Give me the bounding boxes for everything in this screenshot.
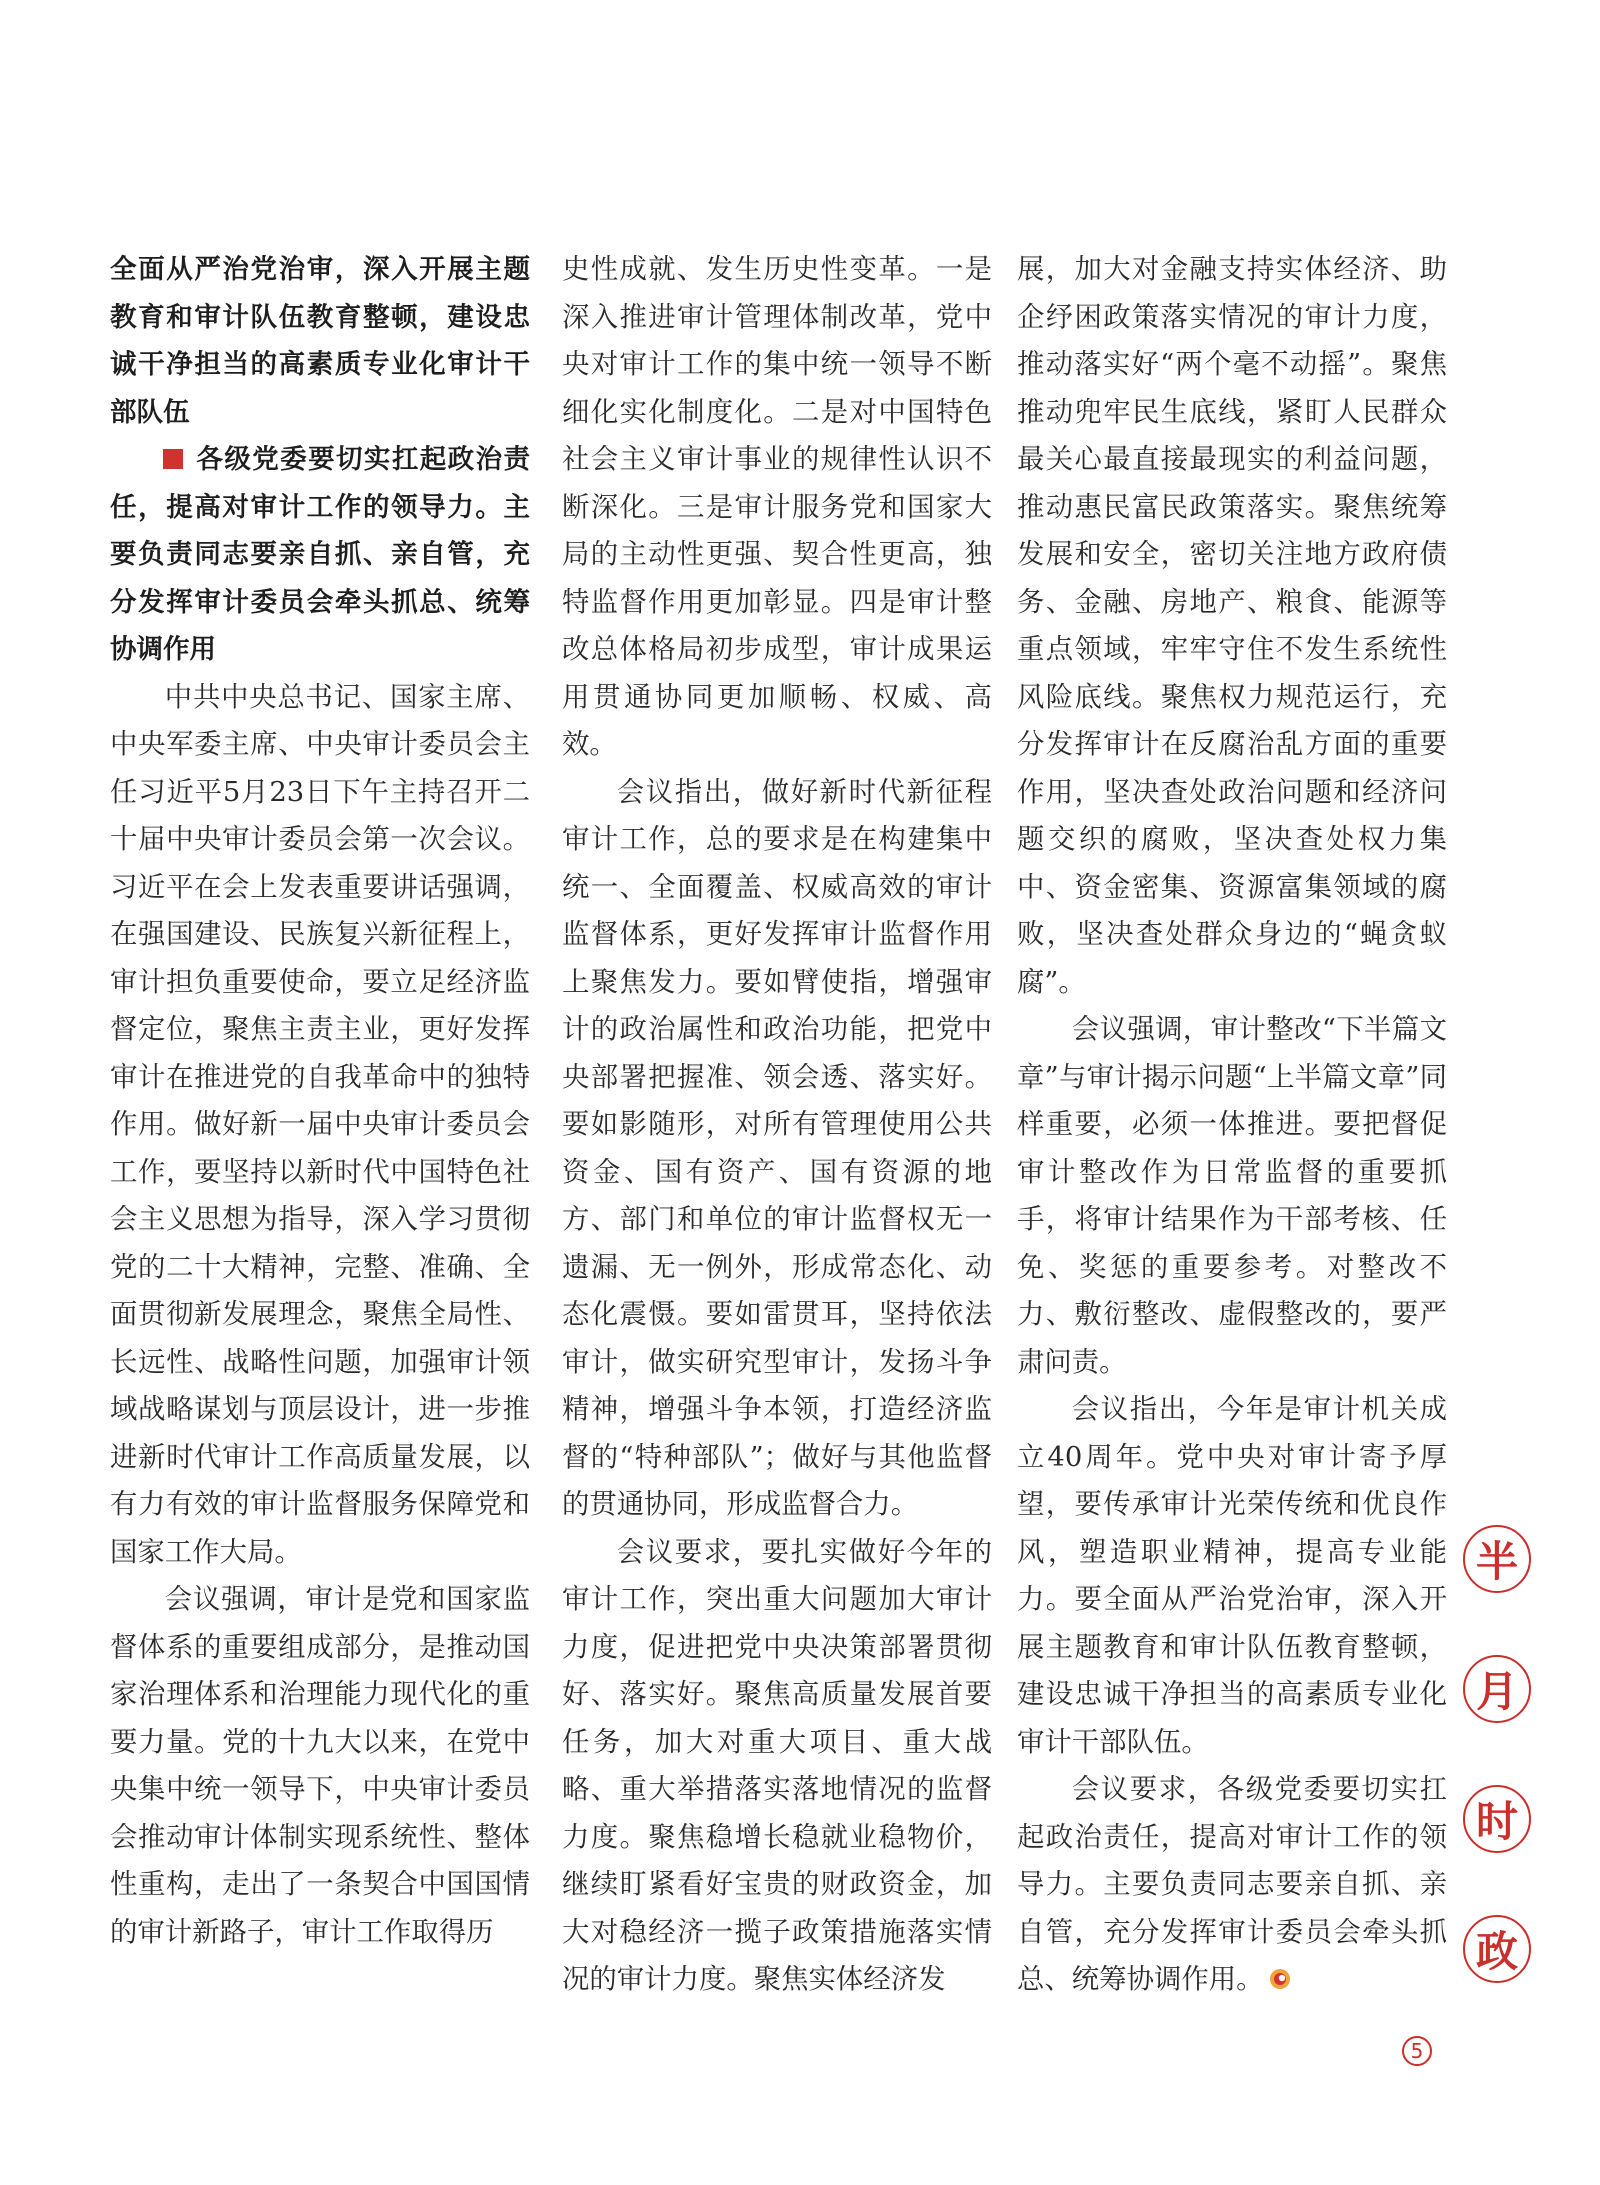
red-square-bullet-icon <box>163 449 183 469</box>
body-paragraph: 会议指出，今年是审计机关成立40周年。党中央对审计寄予厚望，要传承审计光荣传统和优良作风，塑造职业精神，提高专业能力。要全面从严治党治审，深入开展主题教育和审计队伍教育整顿，建设忠诚干净担当的高素质专业化审计干部队伍。 <box>1017 1394 1447 1758</box>
body-paragraph: 会议强调，审计是党和国家监督体系的重要组成部分，是推动国家治理体系和治理能力现代化的重要力量。党的十九大以来，在党中央集中统一领导下，中央审计委员会推动审计体制实现系统性、整体性重构，走出了一条契合中国国情的审计新路子，审计工作取得历 <box>110 1584 530 1948</box>
side-title-char: 半 <box>1463 1525 1531 1593</box>
body-paragraph-continued: 展，加大对金融支持实体经济、助企纾困政策落实情况的审计力度，推动落实好“两个毫不动摇”。聚焦推动兜牢民生底线，紧盯人民群众最关心最直接最现实的利益问题，推动惠民富民政策落实。聚焦统筹发展和安全，密切关注地方政府债务、金融、房地产、粮食、能源等重点领域，牢牢守住不发生系统性风险底线。聚焦权力规范运行，充分发挥审计在反腐治乱方面的重要作用，坚决查处政治问题和经济问题交织的腐败，坚决查处权力集中、资金密集、资源富集领域的腐败，坚决查处群众身边的“蝇贪蚁腐”。 <box>1017 254 1447 998</box>
side-title-char: 月 <box>1463 1655 1531 1723</box>
section-heading-top: 全面从严治党治审，深入开展主题教育和审计队伍教育整顿，建设忠诚干净担当的高素质专业化审计干部队伍 <box>110 254 530 428</box>
body-paragraph-last <box>1017 1766 1447 2004</box>
section-heading-text: 各级党委要切实扛起政治责任，提高对审计工作的领导力。主要负责同志要亲自抓、亲自管，充分发挥审计委员会牵头抓总、统筹协调作用 <box>110 444 530 665</box>
body-paragraph: 中共中央总书记、国家主席、中央军委主席、中央审计委员会主任习近平5月23日下午主持召开二十届中央审计委员会第一次会议。习近平在会上发表重要讲话强调，在强国建设、民族复兴新征程上，审计担负重要使命，要立足经济监督定位，聚焦主责主业，更好发挥审计在推进党的自我革命中的独特作用。做好新一届中央审计委员会工作，要坚持以新时代中国特色社会主义思想为指导，深入学习贯彻党的二十大精神，完整、准确、全面贯彻新发展理念，聚焦全局性、长远性、战略性问题，加强审计领域战略谋划与顶层设计，进一步推进新时代审计工作高质量发展，以有力有效的审计监督服务保障党和国家工作大局。 <box>110 681 530 1568</box>
page-number: 5 <box>1402 2036 1432 2066</box>
body-text: 会议要求，各级党委要切实扛起政治责任，提高对审计工作的领导力。主要负责同志要亲自抓、亲自管，充分发挥审计委员会牵头抓总、统筹协调作用。 <box>1017 1774 1447 1995</box>
column-2 <box>562 246 992 2004</box>
side-title-char: 时 <box>1463 1785 1531 1853</box>
body-paragraph: 会议要求，要扎实做好今年的审计工作，突出重大问题加大审计力度，促进把党中央决策部署贯彻好、落实好。聚焦高质量发展首要任务，加大对重大项目、重大战略、重大举措落实落地情况的监督力度。聚焦稳增长稳就业稳物价，继续盯紧看好宝贵的财政资金，加大对稳经济一揽子政策措施落实情况的审计力度。聚焦实体经济发 <box>562 1536 992 1995</box>
column-1 <box>110 246 530 1956</box>
body-paragraph: 会议强调，审计整改“下半篇文章”与审计揭示问题“上半篇文章”同样重要，必须一体推进。要把督促审计整改作为日常监督的重要抓手，将审计结果作为干部考核、任免、奖惩的重要参考。对整改不力、敷衍整改、虚假整改的，要严肃问责。 <box>1017 1014 1447 1378</box>
section-heading <box>110 436 530 674</box>
column-3 <box>1017 246 1447 2004</box>
end-mark-icon <box>1268 1967 1292 1991</box>
body-paragraph-continued: 史性成就、发生历史性变革。一是深入推进审计管理体制改革，党中央对审计工作的集中统一领导不断细化实化制度化。二是对中国特色社会主义审计事业的规律性认识不断深化。三是审计服务党和国家大局的主动性更强、契合性更高，独特监督作用更加彰显。四是审计整改总体格局初步成型，审计成果运用贯通协同更加顺畅、权威、高效。 <box>562 254 992 760</box>
body-paragraph: 会议指出，做好新时代新征程审计工作，总的要求是在构建集中统一、全面覆盖、权威高效的审计监督体系，更好发挥审计监督作用上聚焦发力。要如臂使指，增强审计的政治属性和政治功能，把党中央部署把握准、领会透、落实好。要如影随形，对所有管理使用公共资金、国有资产、国有资源的地方、部门和单位的审计监督权无一遗漏、无一例外，形成常态化、动态化震慑。要如雷贯耳，坚持依法审计，做实研究型审计，发扬斗争精神，增强斗争本领，打造经济监督的“特种部队”；做好与其他监督的贯通协同，形成监督合力。 <box>562 776 992 1520</box>
side-title-char: 政 <box>1463 1915 1531 1983</box>
